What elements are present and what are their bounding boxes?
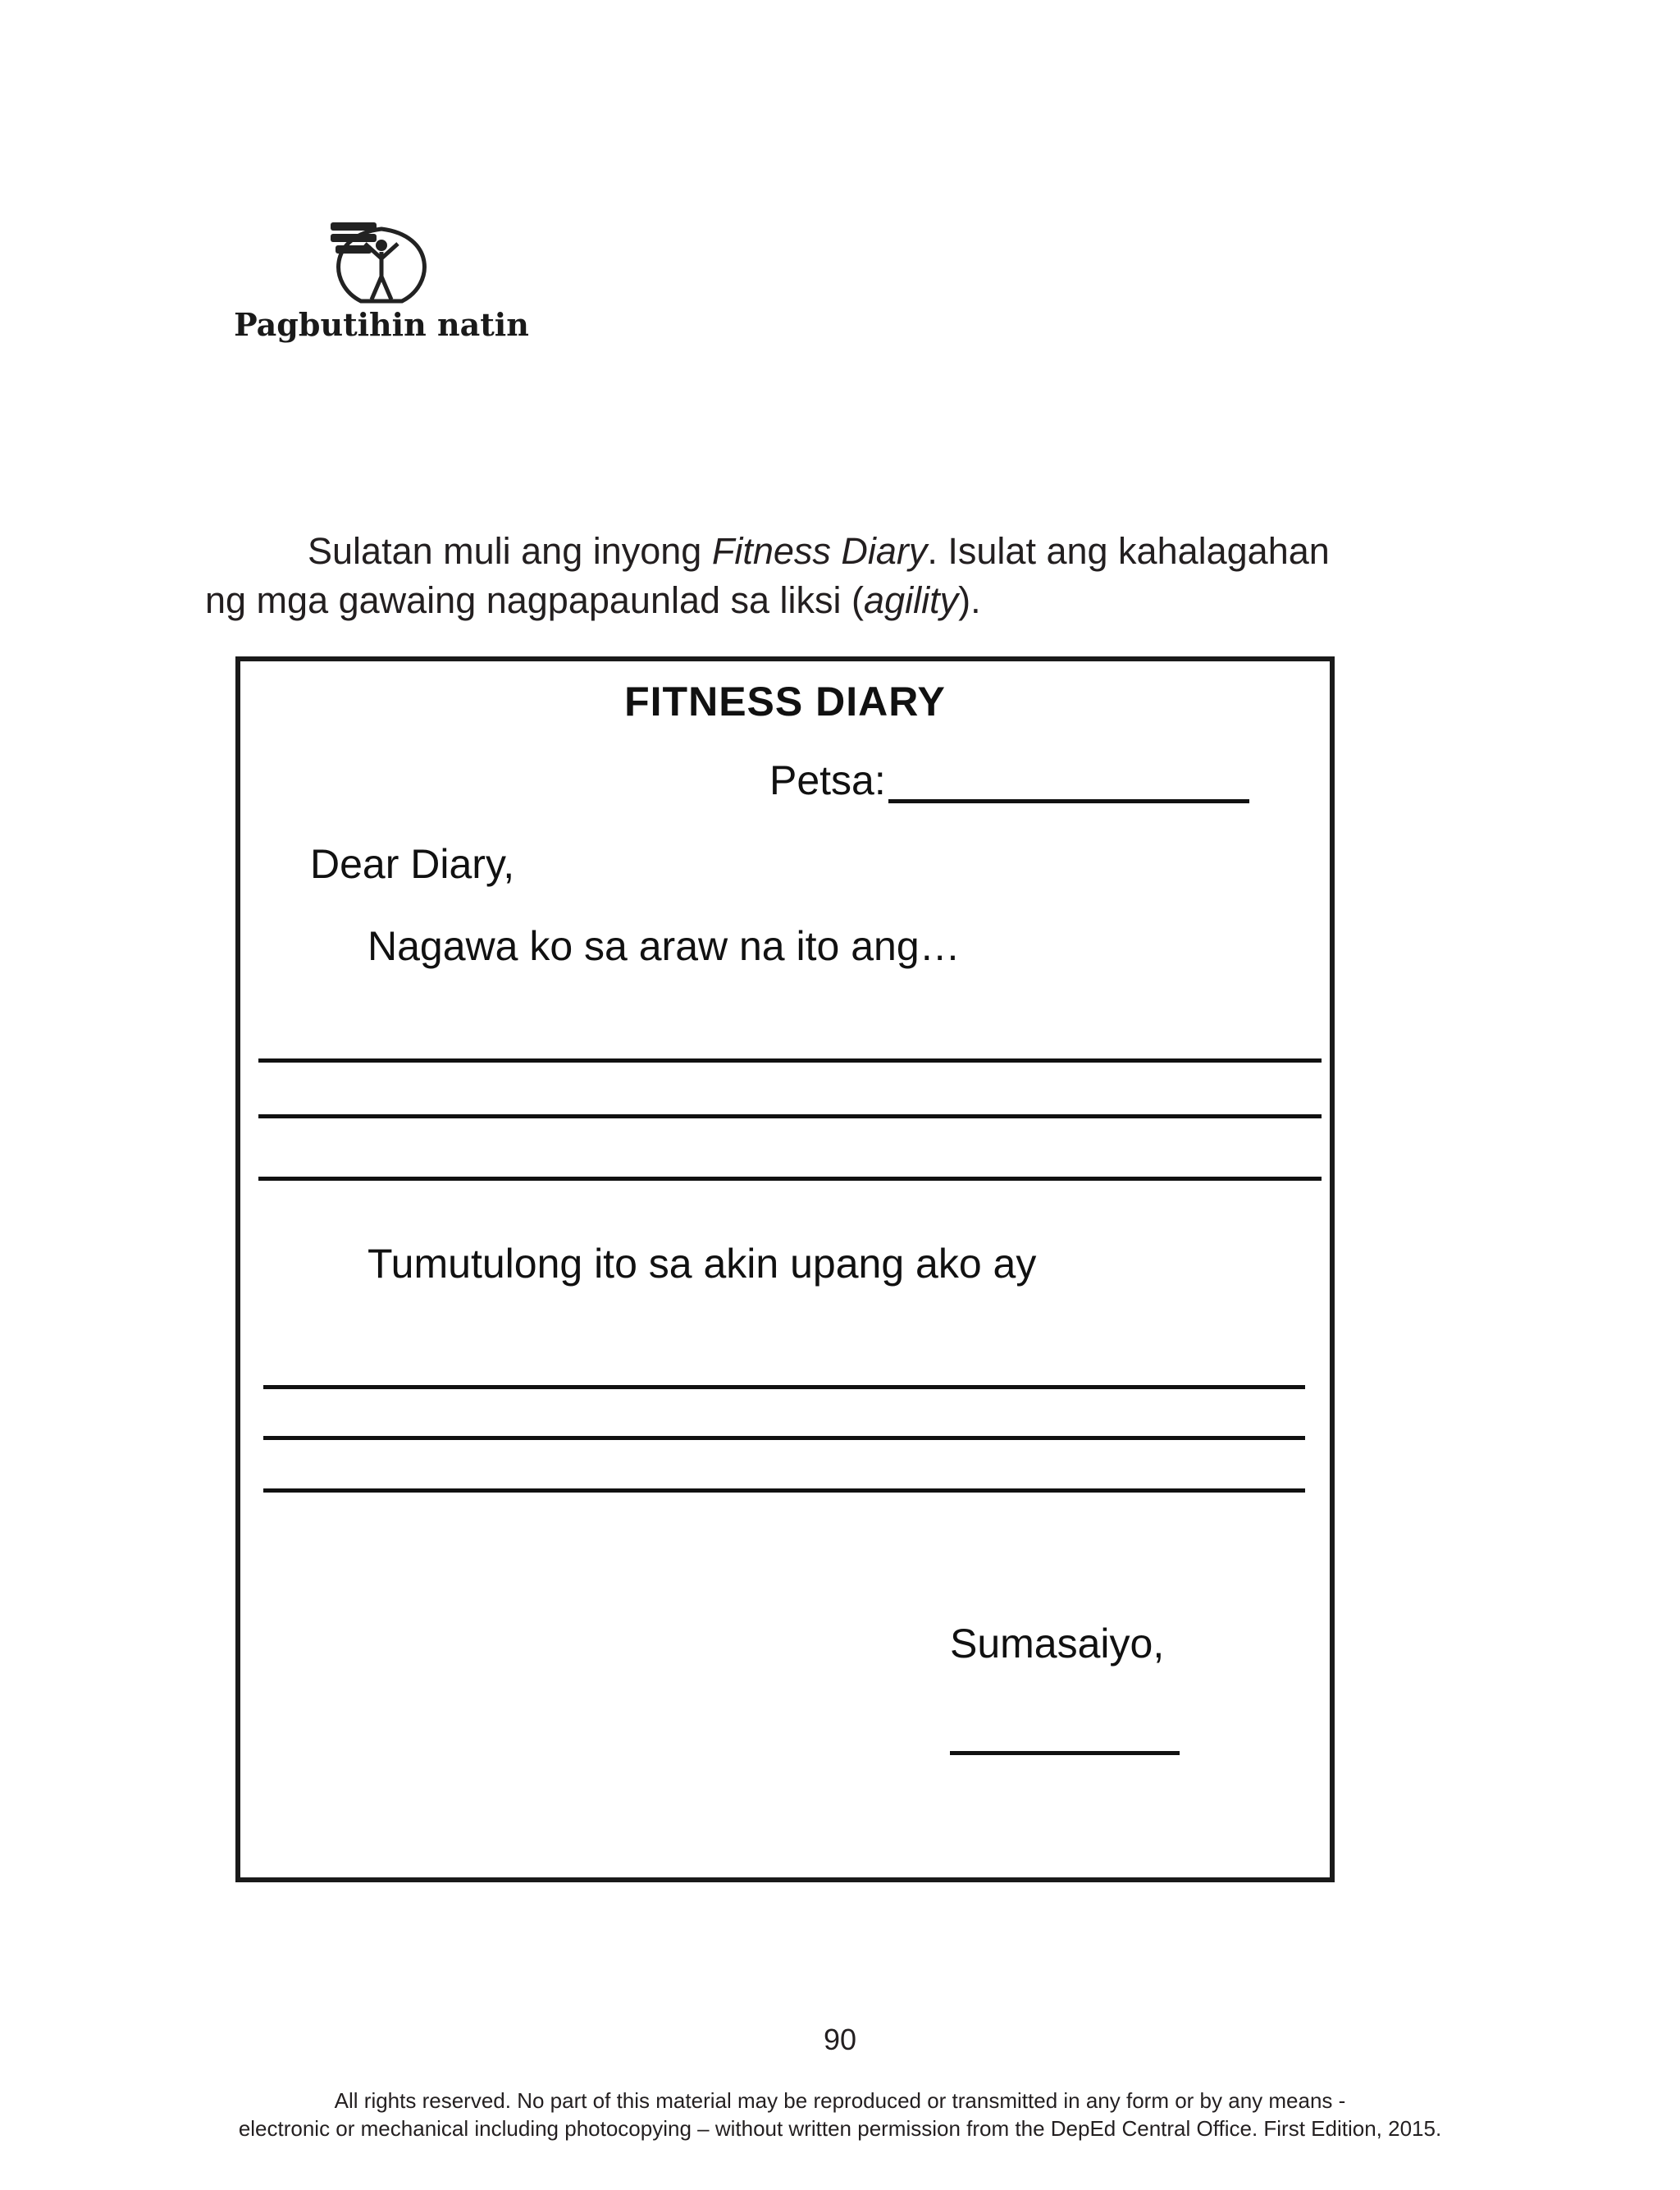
instructions-paragraph (205, 527, 1395, 625)
footer-line-2: electronic or mechanical including photocopying – without written permission from the DepEd Central Office. First Edition, 2015. (238, 2116, 1442, 2141)
page-number: 90 (823, 2023, 857, 2056)
date-blank-line[interactable] (888, 799, 1249, 803)
instructions-line-1: Sulatan muli ang inyong Fitness Diary. Isulat ang kahalagahan (308, 530, 1330, 572)
logo-label: Pagbutihin natin (234, 306, 529, 343)
fitness-diary-form (235, 656, 1335, 1882)
pagbutihin-natin-logo (201, 201, 562, 447)
diary-closing: Sumasaiyo, (950, 1621, 1165, 1667)
answer-line-4[interactable] (263, 1385, 1305, 1389)
answer-line-5[interactable] (263, 1436, 1305, 1440)
date-label: Petsa: (769, 757, 886, 803)
copyright-footer (0, 2087, 1680, 2142)
answer-line-1[interactable] (258, 1058, 1322, 1063)
answer-line-2[interactable] (258, 1114, 1322, 1118)
diary-prompt-activities: Nagawa ko sa araw na ito ang… (368, 923, 961, 969)
answer-line-3[interactable] (258, 1177, 1322, 1181)
instructions-line-2: ng mga gawaing nagpapaunlad sa liksi (agility). (205, 579, 981, 621)
answer-line-6[interactable] (263, 1488, 1305, 1493)
diary-title: FITNESS DIARY (624, 679, 946, 725)
bulb-base-icon (283, 219, 427, 260)
diary-greeting: Dear Diary, (310, 841, 515, 887)
footer-line-1: All rights reserved. No part of this material may be reproduced or transmitted in any form or by any means - (334, 2088, 1346, 2113)
signature-line[interactable] (950, 1751, 1180, 1755)
diary-prompt-benefits: Tumutulong ito sa akin upang ako ay (368, 1241, 1037, 1287)
